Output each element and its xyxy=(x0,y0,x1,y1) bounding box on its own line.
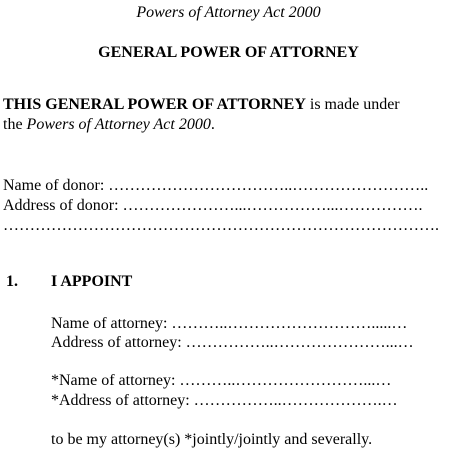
donor-address-field[interactable]: Address of donor: …………………...……………...……………. xyxy=(3,197,423,214)
intro-bold-text: THIS GENERAL POWER OF ATTORNEY xyxy=(3,96,306,113)
intro-line-1 xyxy=(3,96,400,114)
alt-attorney-name-field[interactable]: *Name of attorney: ………..……………………...… xyxy=(51,372,392,389)
donor-address-continuation-field[interactable]: ………………………………………………………………………. xyxy=(3,217,439,234)
intro-line2-suffix: . xyxy=(210,116,215,133)
document-title: GENERAL POWER OF ATTORNEY xyxy=(98,44,359,61)
act-title: Powers of Attorney Act 2000 xyxy=(136,4,321,21)
attorney-name-field[interactable]: Name of attorney: ………..……………………….....… xyxy=(51,315,408,332)
donor-name-field[interactable]: Name of donor: ……………………………..…………………….. xyxy=(3,177,429,194)
intro-text: is made under xyxy=(305,96,400,113)
section-heading: I APPOINT xyxy=(51,273,133,290)
intro-line2-prefix: the xyxy=(3,116,27,133)
act-reference: Powers of Attorney Act 2000 xyxy=(26,116,211,133)
intro-line-2 xyxy=(3,116,215,134)
section-number: 1. xyxy=(6,273,18,290)
closing-statement: to be my attorney(s) *jointly/jointly and severally. xyxy=(51,431,373,448)
alt-attorney-address-field[interactable]: *Address of attorney: ……………..……………….… xyxy=(51,392,398,409)
attorney-address-field[interactable]: Address of attorney: ……………..…………………...… xyxy=(51,334,414,351)
